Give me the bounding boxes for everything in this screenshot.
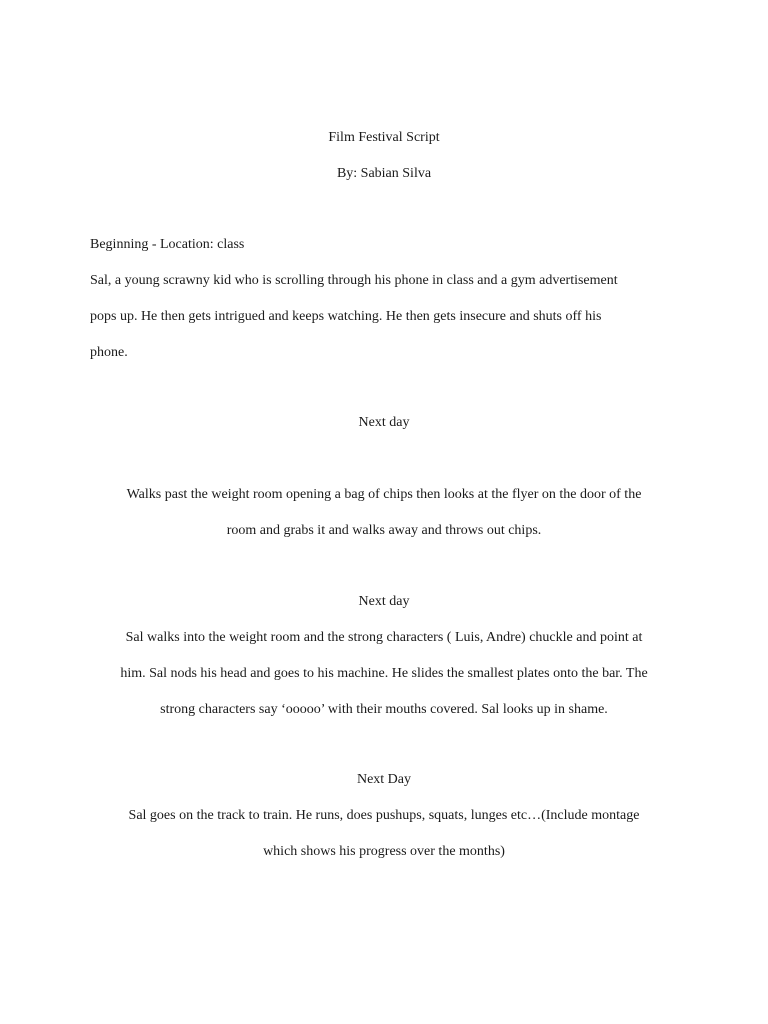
section-heading-next-day-3: Next Day [356, 772, 412, 787]
section-1-line-2: pops up. He then gets intrigued and keeps watching. He then gets insecure and shuts off his [90, 309, 602, 324]
section-3-line-1: Sal walks into the weight room and the strong characters ( Luis, Andre) chuckle and point at [125, 630, 643, 645]
section-2-line-1: Walks past the weight room opening a bag of chips then looks at the flyer on the door of the [126, 487, 642, 502]
section-heading-beginning: Beginning - Location: class [90, 237, 245, 252]
section-4-line-2: which shows his progress over the months) [263, 844, 505, 859]
section-heading-next-day-1: Next day [358, 415, 410, 430]
section-2-line-2: room and grabs it and walks away and throws out chips. [226, 523, 542, 538]
section-heading-next-day-2: Next day [358, 594, 410, 609]
section-3-line-3: strong characters say ‘ooooo’ with their mouths covered. Sal looks up in shame. [160, 702, 608, 717]
document-title: Film Festival Script [328, 130, 440, 145]
section-3-line-2: him. Sal nods his head and goes to his machine. He slides the smallest plates onto the bar. The [120, 666, 648, 681]
section-4-line-1: Sal goes on the track to train. He runs, does pushups, squats, lunges etc…(Include montage [128, 808, 640, 823]
document-byline: By: Sabian Silva [336, 166, 432, 181]
section-1-line-1: Sal, a young scrawny kid who is scrolling through his phone in class and a gym advertisement [90, 273, 618, 288]
section-1-line-3: phone. [90, 345, 128, 360]
